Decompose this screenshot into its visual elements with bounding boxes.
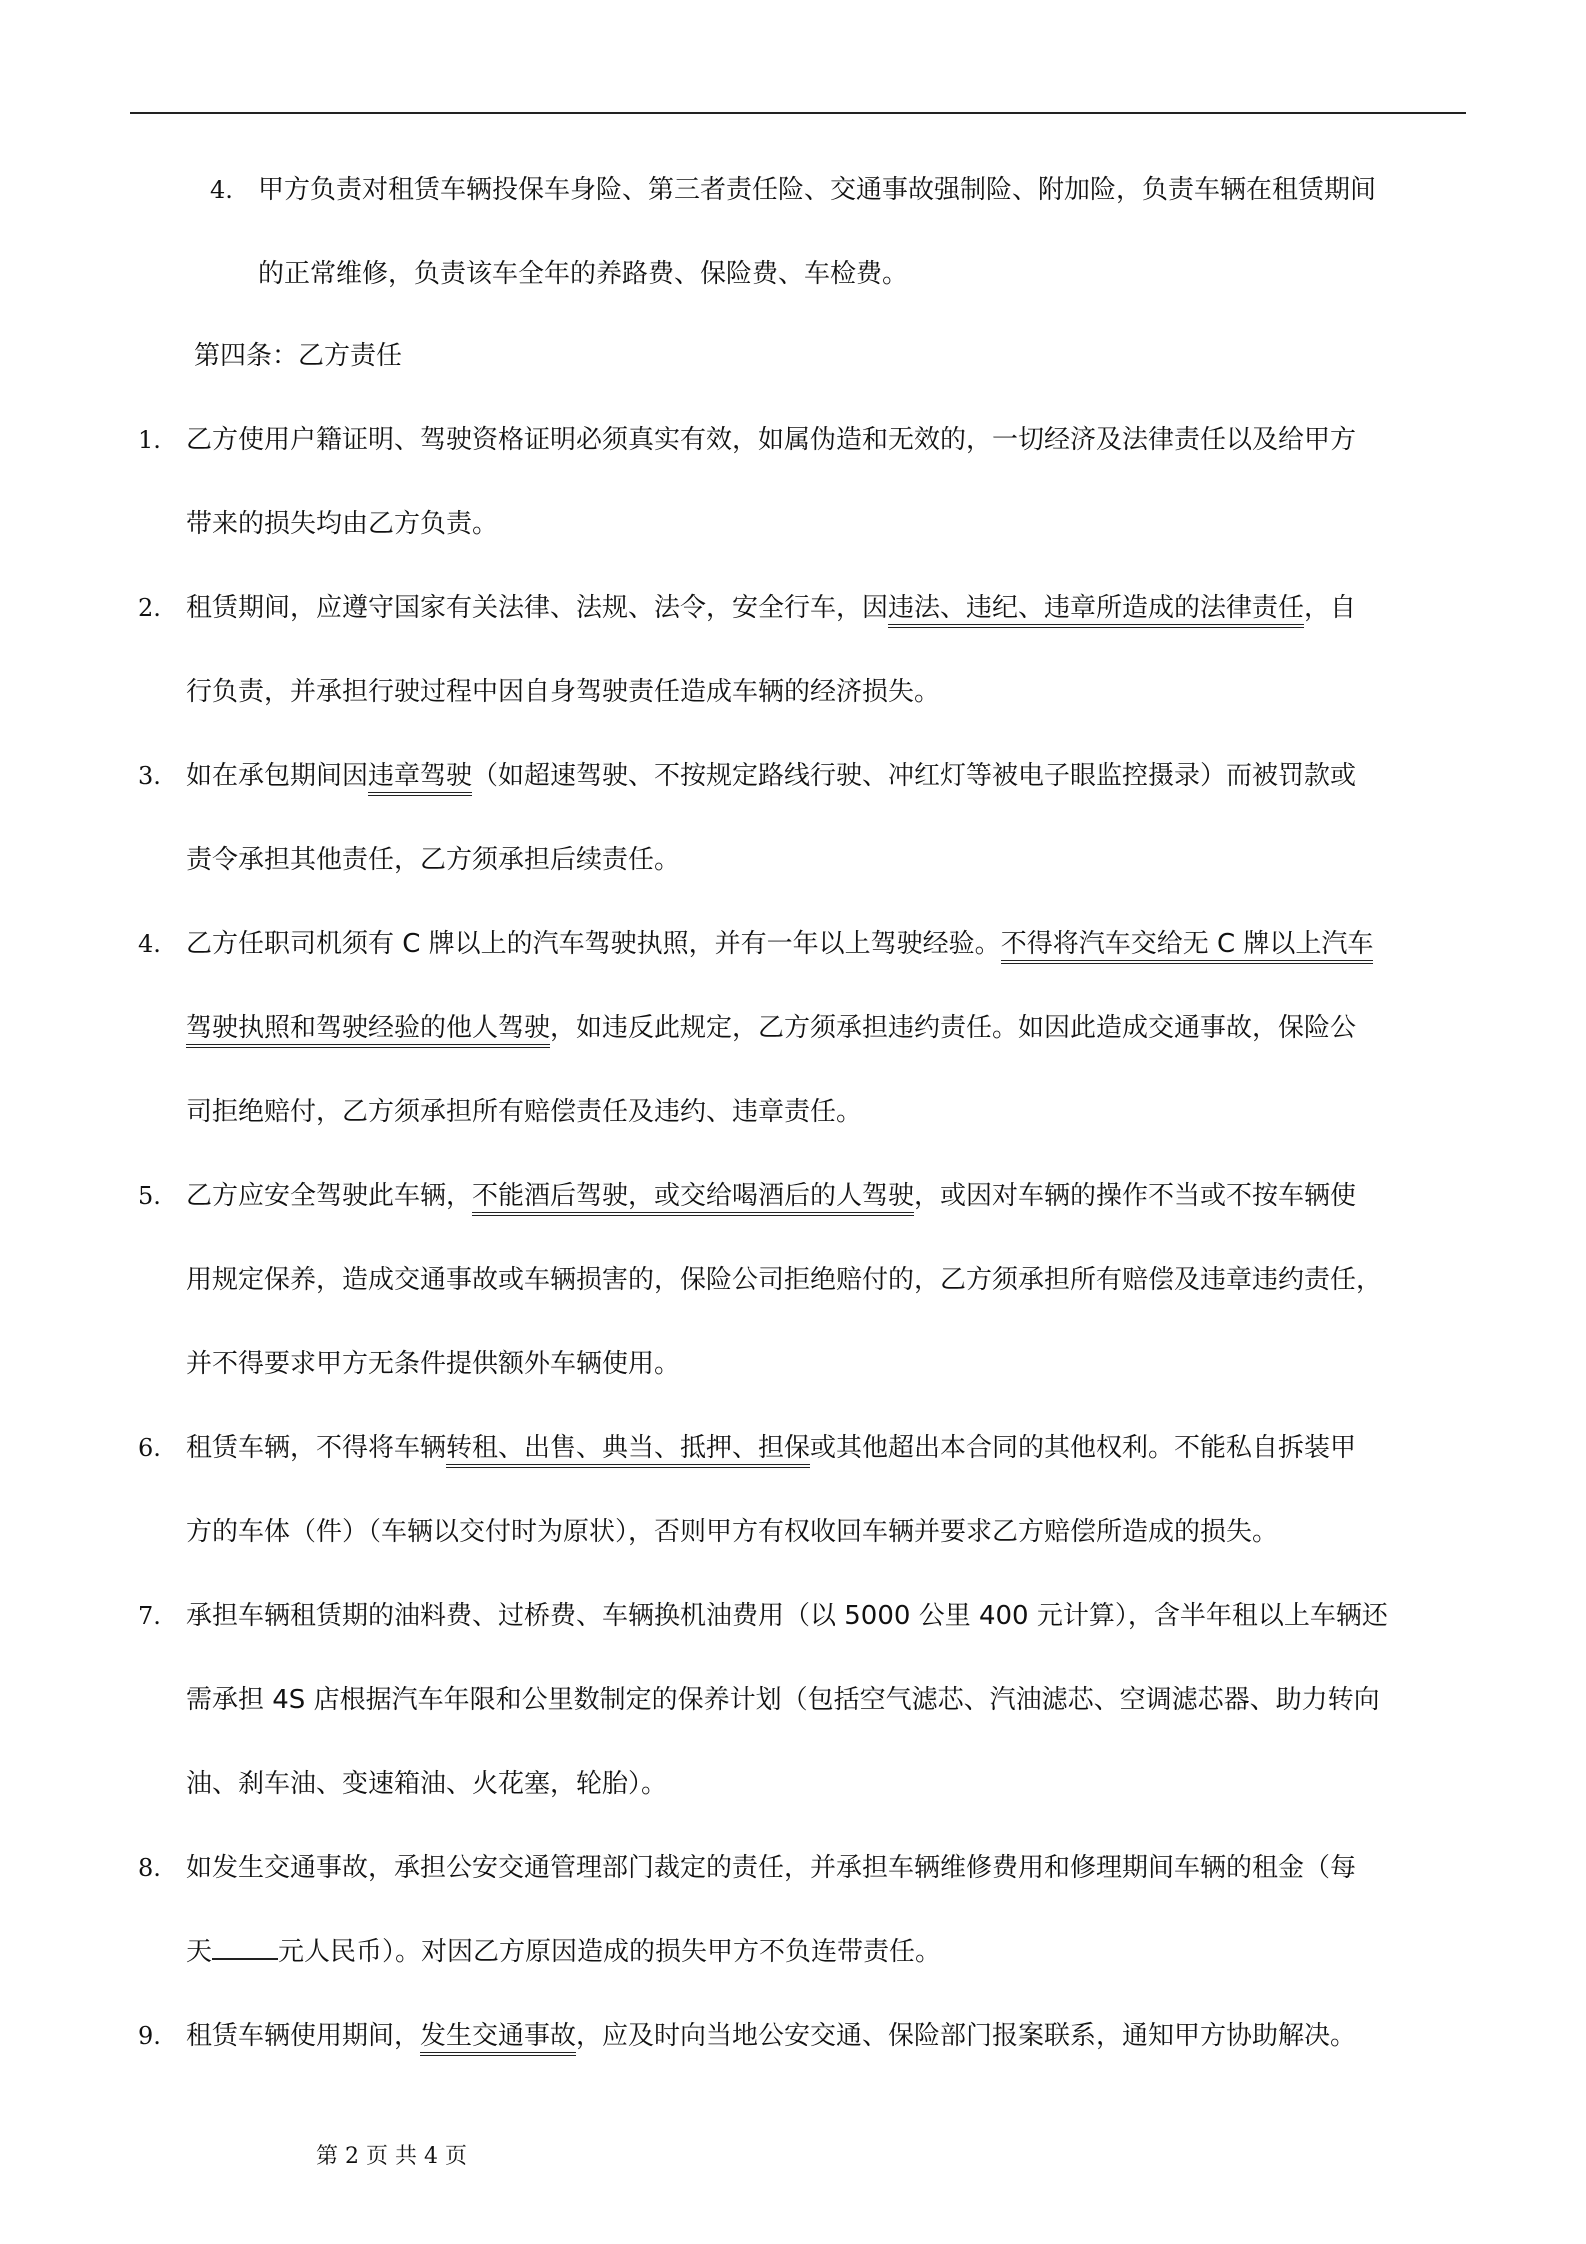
item-number: 8.: [138, 1854, 161, 1882]
double-underline-text: 不得将汽车交给无 C 牌以上汽车: [1001, 929, 1374, 964]
paragraph-line: 甲方负责对租赁车辆投保车身险、第三者责任险、交通事故强制险、附加险，负责车辆在租赁期间: [258, 175, 1377, 205]
paragraph-line: 油、刹车油、变速箱油、火花塞，轮胎）。: [186, 1769, 668, 1799]
paragraph-line: 乙方使用户籍证明、驾驶资格证明必须真实有效，如属伪造和无效的，一切经济及法律责任以及给甲方: [186, 425, 1357, 455]
double-underline-text: 驾驶执照和驾驶经验的他人驾驶: [186, 1013, 550, 1048]
item-number: 4.: [210, 176, 233, 204]
double-underline-text: 不能酒后驾驶，或交给喝酒后的人驾驶: [472, 1181, 914, 1216]
paragraph-line: 乙方应安全驾驶此车辆，不能酒后驾驶，或交给喝酒后的人驾驶，或因对车辆的操作不当或不按车辆使: [186, 1176, 1356, 1216]
item-number: 4.: [138, 930, 161, 958]
double-underline-text: 违法、违纪、违章所造成的法律责任: [888, 593, 1304, 628]
page-footer: 第 2 页 共 4 页: [316, 2144, 467, 2169]
paragraph-line: 司拒绝赔付，乙方须承担所有赔偿责任及违约、违章责任。: [186, 1097, 863, 1127]
paragraph-line: 需承担 4S 店根据汽车年限和公里数制定的保养计划（包括空气滤芯、汽油滤芯、空调滤芯器、助力转向: [186, 1685, 1380, 1715]
item-number: 7.: [138, 1602, 161, 1630]
section-heading: 第四条：乙方责任: [194, 341, 403, 371]
double-underline-text: 发生交通事故: [420, 2021, 576, 2056]
header-rule: [130, 112, 1466, 114]
paragraph-line: 租赁期间，应遵守国家有关法律、法规、法令，安全行车，因违法、违纪、违章所造成的法律责任，自: [186, 588, 1356, 628]
item-number: 1.: [138, 426, 161, 454]
item-number: 9.: [138, 2022, 161, 2050]
paragraph-line: 如发生交通事故，承担公安交通管理部门裁定的责任，并承担车辆维修费用和修理期间车辆的租金（每: [186, 1853, 1357, 1883]
paragraph-line: 责令承担其他责任，乙方须承担后续责任。: [186, 845, 681, 875]
paragraph-line: 天 元人民币）。对因乙方原因造成的损失甲方不负连带责任。: [186, 1932, 941, 1972]
double-underline-text: 违章驾驶: [368, 761, 472, 796]
paragraph-line: 承担车辆租赁期的油料费、过桥费、车辆换机油费用（以 5000 公里 400 元计算），含半年租以上车辆还: [186, 1601, 1388, 1631]
paragraph-line: 用规定保养，造成交通事故或车辆损害的，保险公司拒绝赔付的，乙方须承担所有赔偿及违章违约责任，: [186, 1265, 1383, 1295]
paragraph-line: 租赁车辆，不得将车辆转租、出售、典当、抵押、担保或其他超出本合同的其他权利。不能私自拆装甲: [186, 1428, 1356, 1468]
paragraph-line: 租赁车辆使用期间，发生交通事故，应及时向当地公安交通、保险部门报案联系，通知甲方协助解决。: [186, 2016, 1356, 2056]
item-number: 3.: [138, 762, 161, 790]
paragraph-line: 方的车体（件）（车辆以交付时为原状），否则甲方有权收回车辆并要求乙方赔偿所造成的损失。: [186, 1517, 1279, 1547]
blank-fill-line: [212, 1932, 278, 1960]
paragraph-line: 如在承包期间因违章驾驶（如超速驾驶、不按规定路线行驶、冲红灯等被电子眼监控摄录）而被罚款或: [186, 756, 1356, 796]
paragraph-line: 行负责，并承担行驶过程中因自身驾驶责任造成车辆的经济损失。: [186, 677, 941, 707]
item-number: 5.: [138, 1182, 161, 1210]
paragraph-line: 并不得要求甲方无条件提供额外车辆使用。: [186, 1349, 681, 1379]
paragraph-line: 驾驶执照和驾驶经验的他人驾驶，如违反此规定，乙方须承担违约责任。如因此造成交通事故，保险公: [186, 1008, 1356, 1048]
paragraph-line: 的正常维修，负责该车全年的养路费、保险费、车检费。: [258, 259, 909, 289]
double-underline-text: 转租、出售、典当、抵押、担保: [446, 1433, 810, 1468]
item-number: 2.: [138, 594, 161, 622]
paragraph-line: 带来的损失均由乙方负责。: [186, 509, 499, 539]
paragraph-line: 乙方任职司机须有 C 牌以上的汽车驾驶执照，并有一年以上驾驶经验。不得将汽车交给无 C 牌以上汽车: [186, 924, 1373, 964]
item-number: 6.: [138, 1434, 161, 1462]
